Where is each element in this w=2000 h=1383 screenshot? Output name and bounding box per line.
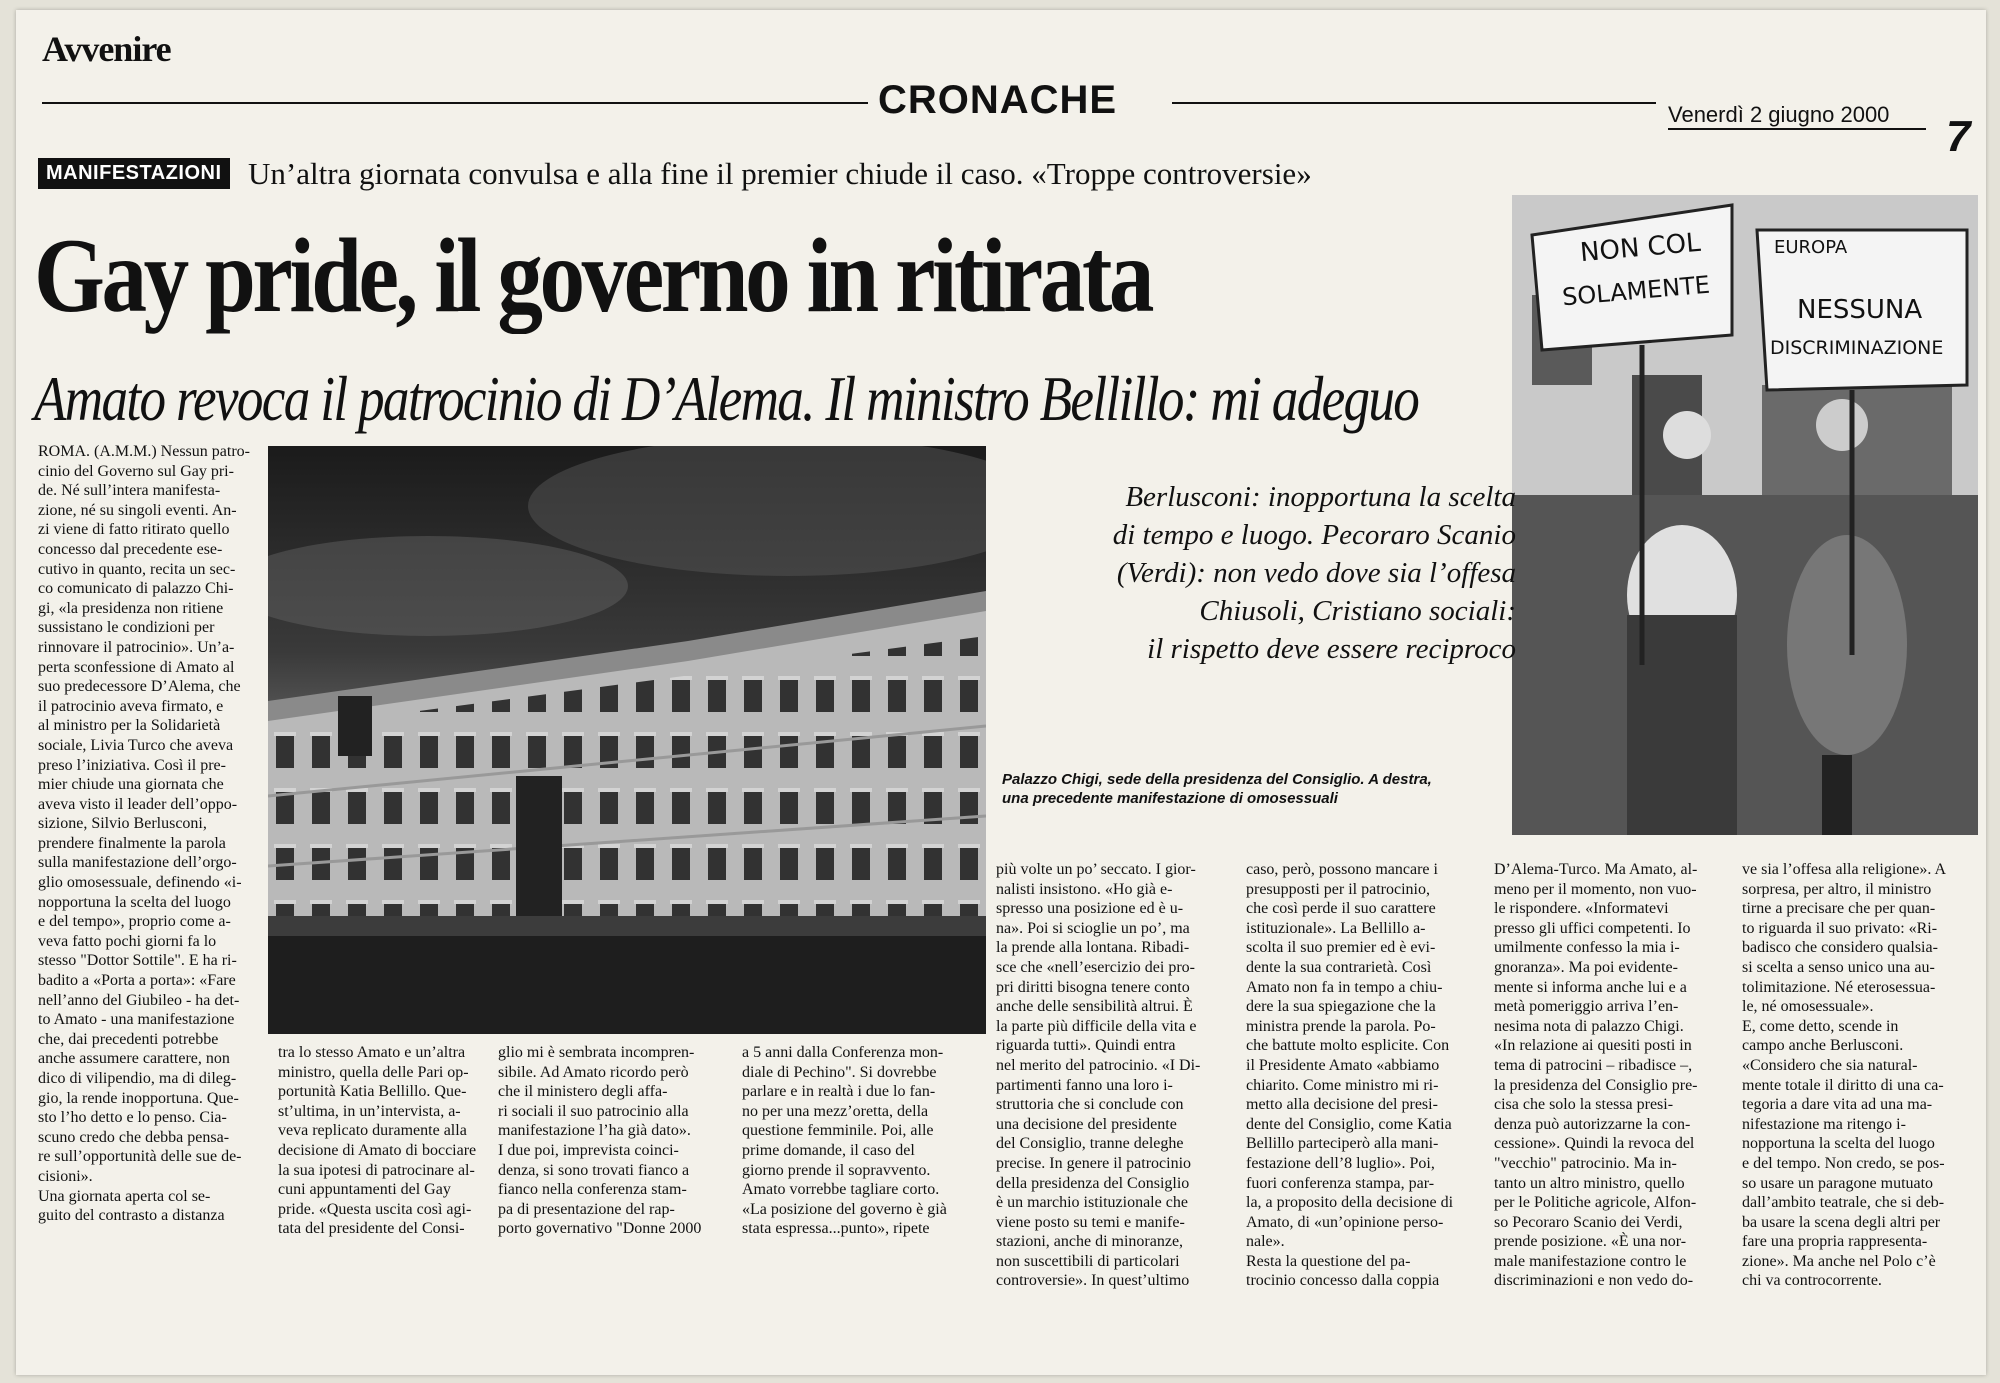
issue-date: Venerdì 2 giugno 2000 <box>1668 102 1890 127</box>
body-text-line: D’Alema-Turco. Ma Amato, al- <box>1494 861 1698 878</box>
date-rule <box>1668 128 1926 130</box>
body-text-line: badito a «Porta a porta»: «Fare <box>38 972 236 990</box>
body-text-line: del Consiglio, tranne deleghe <box>996 1135 1184 1153</box>
caption-line: una precedente manifestazione di omosessuali <box>1002 790 1338 807</box>
body-text-line: pri diritti bisogna tenere conto <box>996 978 1190 996</box>
body-text-line: aveva visto il leader dell’oppo- <box>38 795 238 813</box>
body-column-2 <box>278 1043 484 1239</box>
body-text-line: metto alla decisione del presi- <box>1246 1096 1438 1114</box>
summary-line: Chiusoli, Cristiano sociali: <box>1199 595 1516 627</box>
body-text-line: sce che «nell’esercizio dei pro- <box>996 958 1196 976</box>
photo-caption <box>1002 770 1442 808</box>
body-text-line: pa di presentazione del rap- <box>498 1200 675 1218</box>
body-text-line: prime domande, il caso del <box>742 1141 915 1159</box>
body-text-line: che, dai precedenti potrebbe <box>38 1030 219 1048</box>
body-text-line: anche assumere carattere, non <box>38 1050 230 1068</box>
body-text-line: parlare e in realtà i due lo fan- <box>742 1083 936 1101</box>
body-column-4 <box>742 1043 968 1239</box>
body-text-line: so Pecoraro Scanio dei Verdi, <box>1494 1213 1683 1231</box>
body-text-line: Bellillo parteciperò alla mani- <box>1246 1135 1439 1153</box>
body-text-line: cinio del Governo sul Gay pri- <box>38 462 234 480</box>
body-text-line: dico di vilipendio, ma di dileg- <box>38 1070 237 1087</box>
body-column-7 <box>1494 860 1720 1291</box>
body-text-line: gnoranza». Ma poi evidente- <box>1494 958 1678 976</box>
body-column-1 <box>38 442 260 1226</box>
body-text-line: scuno credo che debba pensa- <box>38 1128 230 1146</box>
body-text-line: badisco che considero qualsia- <box>1742 939 1938 957</box>
body-text-line: pride. «Questa uscita così agi- <box>278 1200 472 1218</box>
body-text-line: tirne a precisare che per quan- <box>1742 900 1936 918</box>
sign-text-4: NESSUNA <box>1797 295 1923 325</box>
body-column-5 <box>996 860 1222 1291</box>
body-text-line: che così perde il suo carattere <box>1246 900 1436 918</box>
header-rule-left <box>42 102 868 104</box>
body-text-line: gi, «la presidenza non ritiene <box>38 599 224 617</box>
body-text-line: "vecchio" patrocinio. Ma in- <box>1494 1154 1677 1172</box>
body-text-line: veva replicato duramente alla <box>278 1122 467 1140</box>
body-text-line: fuori conferenza stampa, par- <box>1246 1174 1435 1192</box>
newspaper-clipping <box>16 10 1986 1375</box>
body-text-line: Una giornata aperta col se- <box>38 1187 211 1205</box>
summary-line: il rispetto deve essere reciproco <box>1147 633 1516 665</box>
body-text-line: zi viene di fatto ritirato quello <box>38 521 230 539</box>
body-text-line: dente del Consiglio, come Katia <box>1246 1115 1452 1133</box>
body-text-line: e del tempo. Non credo, se pos- <box>1742 1154 1945 1172</box>
summary-line: (Verdi): non vedo dove sia l’offesa <box>1116 557 1516 589</box>
body-text-line: chi va controcorrente. <box>1742 1272 1882 1290</box>
body-text-line: fianco nella conferenza stam- <box>498 1181 687 1199</box>
body-text-line: manifestazione l’ha già dato». <box>498 1122 691 1140</box>
body-text-line: la prende alla lontana. Ribadi- <box>996 939 1190 957</box>
body-text-line: denza, si sono trovati fianco a <box>498 1161 690 1179</box>
body-text-line: denza può autorizzarne la con- <box>1494 1115 1691 1133</box>
summary-line: di tempo e luogo. Pecoraro Scanio <box>1112 519 1516 551</box>
body-text-line: concesso dal precedente ese- <box>38 540 223 558</box>
body-text-line: Amato non fa in tempo a chiu- <box>1246 978 1443 996</box>
body-text-line: nale». <box>1246 1233 1285 1251</box>
section-title: CRONACHE <box>878 78 1118 122</box>
body-text-line: stazioni, anche di minoranze, <box>996 1233 1184 1251</box>
body-text-line: diale di Pechino". Si dovrebbe <box>742 1063 937 1081</box>
body-text-line: sussistano le condizioni per <box>38 619 215 637</box>
body-text-line: nesima nota di palazzo Chigi. <box>1494 1017 1684 1035</box>
body-text-line: festazione dell’8 luglio». Poi, <box>1246 1154 1435 1172</box>
sign-text-2: SOLAMENTE <box>1561 270 1712 312</box>
body-text-line: il Presidente Amato «abbiamo <box>1246 1056 1440 1074</box>
body-text-line: le, né omosessuale». <box>1742 998 1874 1016</box>
body-text-line: Resta la questione del pa- <box>1246 1252 1411 1270</box>
body-text-line: «La posizione del governo è già <box>742 1200 947 1218</box>
body-text-line: suo predecessore D’Alema, che <box>38 678 241 696</box>
body-text-line: nopportuna la scelta del luogo <box>38 893 231 911</box>
body-text-line: una decisione del presidente <box>996 1115 1177 1133</box>
body-text-line: E, come detto, scende in <box>1742 1017 1899 1035</box>
palazzo-chigi-photo <box>268 446 986 1034</box>
body-text-line: decisione di Amato di bocciare <box>278 1141 477 1159</box>
body-text-line: stata espressa...punto», ripete <box>742 1220 930 1238</box>
body-text-line: la presidenza del Consiglio pre- <box>1494 1076 1698 1094</box>
body-text-line: preso l’iniziativa. Così il pre- <box>38 756 226 774</box>
body-text-line: questione femminile. Poi, alle <box>742 1122 934 1140</box>
body-text-line: metà pomeriggio arriva l’en- <box>1494 998 1679 1016</box>
body-text-line: mente si informa anche lui e a <box>1494 978 1687 996</box>
body-text-line: si scelta a senso unico una au- <box>1742 958 1935 976</box>
masthead: Avvenire <box>42 29 171 69</box>
body-text-line: cutivo in quanto, recita un sec- <box>38 560 236 578</box>
body-text-line: fare una propria rappresenta- <box>1742 1233 1928 1251</box>
body-text-line: nel merito del patrocinio. «I Di- <box>996 1056 1201 1074</box>
body-text-line: al ministro per la Solidarietà <box>38 717 221 735</box>
body-text-line: istituzionale». La Bellillo a- <box>1246 919 1426 937</box>
body-text-line: trocinio concesso dalla coppia <box>1246 1272 1440 1290</box>
body-text-line: stesso "Dottor Sottile". E ha ri- <box>38 952 237 970</box>
summary-line: Berlusconi: inopportuna la scelta <box>1125 481 1516 513</box>
demonstration-photo <box>1512 195 1978 835</box>
body-text-line: mier chiude una giornata che <box>38 776 224 794</box>
body-text-line: cisioni». <box>38 1167 93 1185</box>
body-text-line: perta sconfessione di Amato al <box>38 658 235 676</box>
body-text-line: la, a proposito della decisione di <box>1246 1194 1454 1212</box>
body-column-8 <box>1742 860 1974 1291</box>
sign-text-1: NON COL <box>1578 227 1702 269</box>
headline: Gay pride, il governo in ritirata <box>34 217 1152 334</box>
body-text-line: re sull’opportunità delle sue de- <box>38 1148 242 1166</box>
body-text-line: ministro, quella delle Pari op- <box>278 1063 469 1081</box>
kicker-label: MANIFESTAZIONI <box>38 158 230 189</box>
body-text-line: ve sia l’offesa alla religione». A <box>1742 861 1947 878</box>
body-text-line: zione». Ma anche nel Polo c’è <box>1742 1252 1936 1270</box>
body-text-line: glio mi è sembrata incompren- <box>498 1044 695 1061</box>
sign-text-3: EUROPA <box>1774 237 1848 258</box>
body-text-line: Amato vorrebbe tagliare corto. <box>742 1181 940 1199</box>
body-text-line: sociale, Livia Turco che aveva <box>38 736 234 754</box>
body-text-line: chiarito. Come ministro mi ri- <box>1246 1076 1439 1094</box>
body-text-line: cuni appuntamenti del Gay <box>278 1181 451 1199</box>
body-text-line: tata del presidente del Consi- <box>278 1220 465 1238</box>
body-text-line: viene posto su temi e manife- <box>996 1213 1185 1231</box>
body-text-line: tanto un altro ministro, quello <box>1494 1174 1685 1192</box>
body-text-line: no per una mezz’oretta, della <box>742 1102 929 1120</box>
body-text-line: più volte un po’ seccato. I gior- <box>996 861 1196 878</box>
body-text-line: struttoria che si conclude con <box>996 1096 1184 1114</box>
body-text-line: I due poi, imprevista coinci- <box>498 1141 679 1159</box>
body-text-line: de. Né sull’intera manifesta- <box>38 482 221 500</box>
body-text-line: campo anche Berlusconi. <box>1742 1037 1904 1055</box>
body-text-line: scolta il suo premier ed è evi- <box>1246 939 1436 957</box>
body-text-line: to Amato - una manifestazione <box>38 1011 235 1029</box>
body-text-line: dere la sua spiegazione che la <box>1246 998 1436 1016</box>
body-text-line: guito del contrasto a distanza <box>38 1207 225 1225</box>
body-text-line: della presidenza del Consiglio <box>996 1174 1190 1192</box>
body-text-line: portunità Katia Bellillo. Que- <box>278 1083 467 1101</box>
body-column-6 <box>1246 860 1470 1291</box>
body-text-line: a 5 anni dalla Conferenza mon- <box>742 1044 944 1061</box>
body-text-line: ri sociali il suo patrocinio alla <box>498 1102 689 1120</box>
body-text-line: precise. In genere il patrocinio <box>996 1154 1192 1172</box>
body-text-line: ba usare la scena degli altri per <box>1742 1213 1941 1231</box>
body-text-line: nell’anno del Giubileo - ha det- <box>38 991 240 1009</box>
body-text-line: sibile. Ad Amato ricordo però <box>498 1063 689 1081</box>
body-text-line: presso gli uffici competenti. Io <box>1494 919 1691 937</box>
page-number: 7 <box>1946 112 1971 161</box>
body-text-line: dall’ambito teatrale, che si deb- <box>1742 1194 1945 1212</box>
caption-line: Palazzo Chigi, sede della presidenza del Consiglio. A destra, <box>1002 771 1432 788</box>
body-text-line: discriminazioni e non vedo do- <box>1494 1272 1694 1290</box>
body-text-line: nopportuna la scelta del luogo <box>1742 1135 1935 1153</box>
body-text-line: veva fatto pochi giorni fa lo <box>38 932 217 950</box>
body-text-line: controversie». In quest’ultimo <box>996 1272 1190 1290</box>
body-text-line: nifestazione ma ritengo i- <box>1742 1115 1906 1133</box>
body-text-line: è un marchio istituzionale che <box>996 1194 1188 1212</box>
header-rule-mid <box>1172 102 1656 104</box>
body-text-line: giorno prende il sopravvento. <box>742 1161 931 1179</box>
body-text-line: la sua ipotesi di patrocinare al- <box>278 1161 475 1179</box>
body-text-line: «In relazione ai quesiti posti in <box>1494 1037 1692 1055</box>
body-text-line: sto l’ho detto e lo penso. Cia- <box>38 1109 227 1127</box>
body-text-line: gio, la rende inopportuna. Que- <box>38 1089 239 1107</box>
body-text-line: ROMA. (A.M.M.) Nessun patro- <box>38 443 250 460</box>
body-text-line: che il ministero degli affa- <box>498 1083 668 1101</box>
body-text-line: umilmente confesso la mia i- <box>1494 939 1680 957</box>
body-text-line: porto governativo "Donne 2000 <box>498 1220 702 1238</box>
body-text-line: le rispondere. «Informatevi <box>1494 900 1669 918</box>
body-text-line: anche delle sensibilità altrui. È <box>996 998 1193 1016</box>
body-text-line: «Considero che sia natural- <box>1742 1056 1918 1074</box>
body-text-line: che battute molto esplicite. Con <box>1246 1037 1450 1055</box>
body-text-line: sulla manifestazione dell’orgo- <box>38 854 237 872</box>
body-text-line: per le Politiche agricole, Alfon- <box>1494 1194 1697 1212</box>
body-text-line: spresso una posizione ed è u- <box>996 900 1184 918</box>
body-text-line: e del tempo», proprio come a- <box>38 913 231 931</box>
body-text-line: dente la sua contrarietà. Così <box>1246 958 1432 976</box>
body-text-line: male manifestazione contro le <box>1494 1252 1687 1270</box>
body-text-line: tema di patrocini – ribadisce –, <box>1494 1056 1693 1074</box>
body-text-line: caso, però, possono mancare i <box>1246 861 1438 878</box>
body-text-line: mente totale il diritto di una ca- <box>1742 1076 1944 1094</box>
subheadline: Amato revoca il patrocinio di D’Alema. Il ministro Bellillo: mi adeguo <box>34 363 1419 434</box>
body-text-line: meno per il momento, non vuo- <box>1494 880 1697 898</box>
body-column-3 <box>498 1043 708 1239</box>
summary-deck <box>996 478 1516 668</box>
body-text-line: cessione». Quindi la revoca del <box>1494 1135 1695 1153</box>
body-text-line: prendere finalmente la parola <box>38 834 226 852</box>
body-text-line: la parte più difficile della vita e <box>996 1017 1197 1035</box>
body-text-line: tra lo stesso Amato e un’altra <box>278 1044 466 1061</box>
body-text-line: riguarda tutti». Quindi entra <box>996 1037 1176 1055</box>
body-text-line: Amato, di «un’opinione perso- <box>1246 1213 1444 1231</box>
kicker: Un’altra giornata convulsa e alla fine il premier chiude il caso. «Troppe controversie» <box>248 156 1312 191</box>
sign-text-5: DISCRIMINAZIONE <box>1770 337 1944 359</box>
body-text-line: na». Poi si scioglie un po’, ma <box>996 919 1190 937</box>
body-text-line: st’ultima, in un’intervista, a- <box>278 1102 461 1120</box>
body-text-line: to riguarda il suo privato: «Ri- <box>1742 919 1938 937</box>
body-text-line: so usare un paragone mutuato <box>1742 1174 1934 1192</box>
body-text-line: cisa che solo la stessa presi- <box>1494 1096 1674 1114</box>
body-text-line: sizione, Silvio Berlusconi, <box>38 815 207 833</box>
body-text-line: co comunicato di palazzo Chi- <box>38 580 234 598</box>
body-text-line: prende posizione. «È una nor- <box>1494 1233 1687 1251</box>
body-text-line: tolimitazione. Né eterosessua- <box>1742 978 1936 996</box>
body-text-line: il patrocinio aveva firmato, e <box>38 697 224 715</box>
body-text-line: nalisti insistono. «Ho già e- <box>996 880 1173 898</box>
body-text-line: zione, né su singoli eventi. An- <box>38 501 237 519</box>
body-text-line: partimenti fanno una loro i- <box>996 1076 1173 1094</box>
body-text-line: presupposti per il patrocinio, <box>1246 880 1430 898</box>
body-text-line: ministra prende la parola. Po- <box>1246 1017 1436 1035</box>
body-text-line: non suscettibili di particolari <box>996 1252 1180 1270</box>
body-text-line: sorpresa, per altro, il ministro <box>1742 880 1932 898</box>
body-text-line: tegoria a dare vita ad una ma- <box>1742 1096 1933 1114</box>
body-text-line: glio omosessuale, definendo «i- <box>38 874 242 892</box>
body-text-line: rinnovare il patrocinio». Un’a- <box>38 638 235 656</box>
